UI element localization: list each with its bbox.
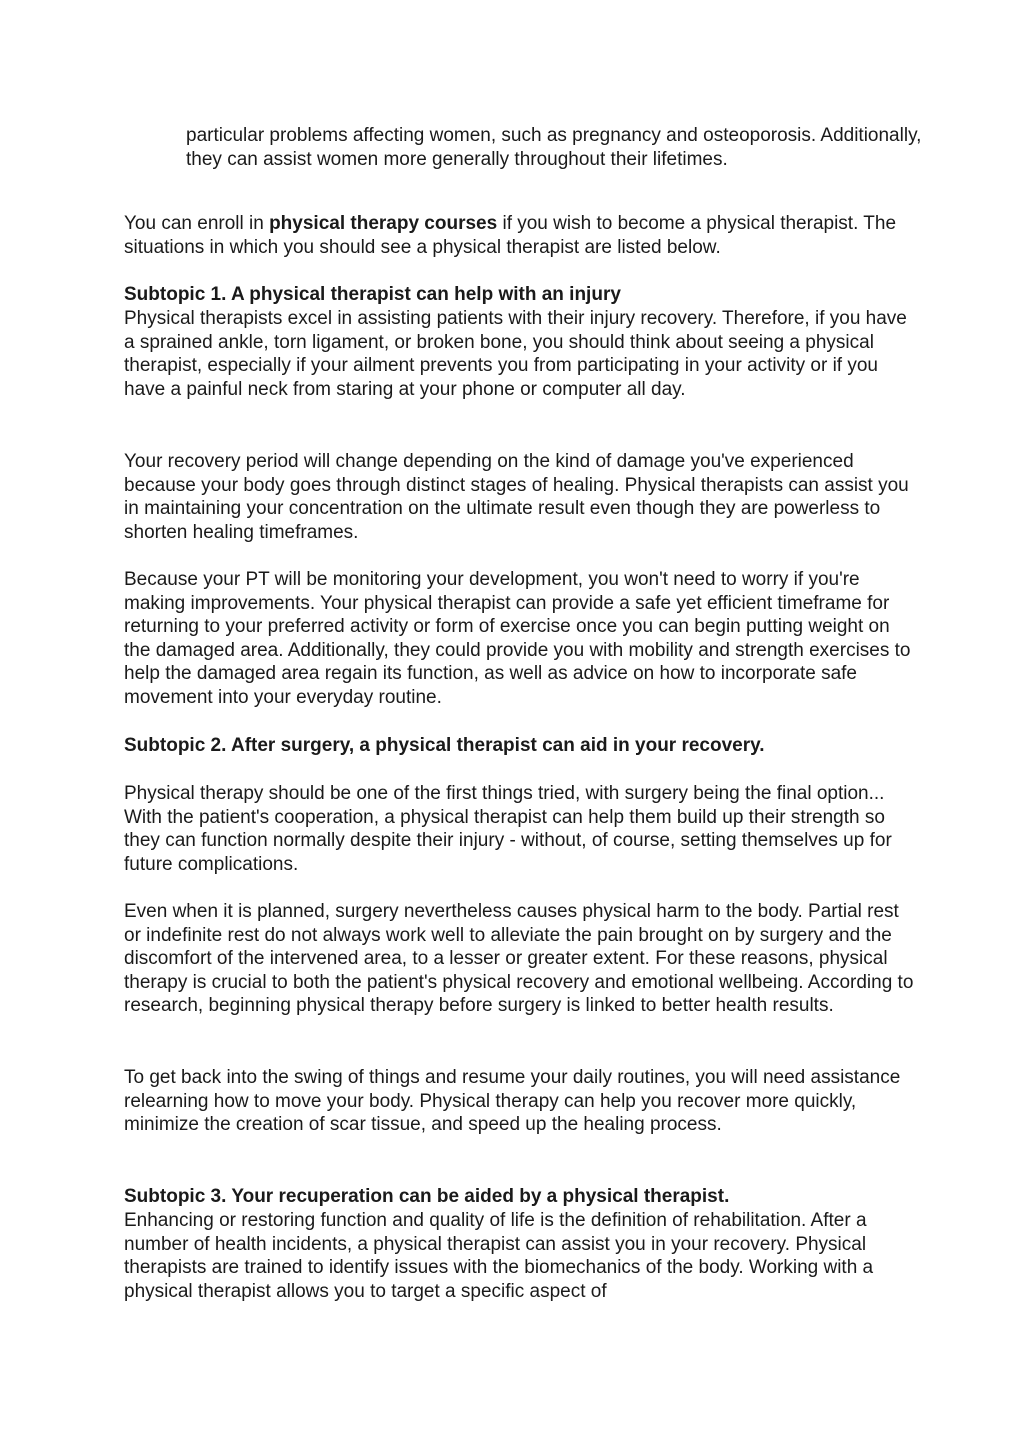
subtopic2-paragraph-3: To get back into the swing of things and resume your daily routines, you will need assistance relearning how to move your body. Physical therapy can help you recover more quickly, minimize the creation of scar tissue, and speed up the healing process. (124, 1067, 901, 1136)
enroll-text-after: if you wish to become a physical therapist. The situations in which you should see a physical therapist are listed below. (124, 213, 897, 258)
subtopic3-heading: Subtopic 3. Your recuperation can be aided by a physical therapist. (124, 1186, 730, 1207)
subtopic1-paragraph-2: Your recovery period will change depending on the kind of damage you've experienced because your body goes through distinct stages of healing. Physical therapists can assist you in maintaining your concentration on the ultimate result even though they are powerless to shorten healing timeframes. (124, 451, 909, 543)
subtopic2-paragraph-2: Even when it is planned, surgery nevertheless causes physical harm to the body. Partial rest or indefinite rest do not always work well to alleviate the pain brought on by surgery and the discomfort of the intervened area, to a lesser or greater extent. For these reasons, physical therapy is crucial to both the patient's physical recovery and emotional wellbeing. According to research, beginning physical therapy before surgery is linked to better health results. (124, 901, 914, 1017)
subtopic1-paragraph-1: Physical therapists excel in assisting patients with their injury recovery. Therefore, if you have a sprained ankle, torn ligament, or broken bone, you should think about seeing a physical therapist, especially if your ailment prevents you from participating in your activity or if you have a painful neck from staring at your phone or computer all day. (124, 308, 907, 400)
subtopic1-paragraph-3: Because your PT will be monitoring your development, you won't need to worry if you're making improvements. Your physical therapist can provide a safe yet efficient timeframe for returning to your preferred activity or form of exercise once you can begin putting weight on the damaged area. Additionally, they could provide you with mobility and strength exercises to help the damaged area regain its function, as well as advice on how to incorporate safe movement into your everyday routine. (124, 569, 911, 708)
physical-therapy-courses-link-text: physical therapy courses (269, 213, 498, 234)
subtopic2-paragraph-1: Physical therapy should be one of the first things tried, with surgery being the final option... With the patient's cooperation, a physical therapist can help them build up their strength so they can function normally despite their injury - without, of course, setting themselves up for future complications. (124, 783, 892, 875)
intro-continued-paragraph: particular problems affecting women, such as pregnancy and osteoporosis. Additionally, they can assist women more generally throughout their lifetimes. (186, 125, 922, 170)
subtopic2-heading: Subtopic 2. After surgery, a physical therapist can aid in your recovery. (124, 735, 765, 756)
enroll-paragraph (124, 212, 914, 259)
subtopic1-heading: Subtopic 1. A physical therapist can help with an injury (124, 284, 621, 305)
subtopic3-paragraph-1: Enhancing or restoring function and quality of life is the definition of rehabilitation. After a number of health incidents, a physical therapist can assist you in your recovery. Physical therapists are trained to identify issues with the biomechanics of the body. Working with a physical therapist allows you to target a specific aspect of (124, 1210, 874, 1302)
enroll-text-before: You can enroll in (124, 213, 270, 234)
